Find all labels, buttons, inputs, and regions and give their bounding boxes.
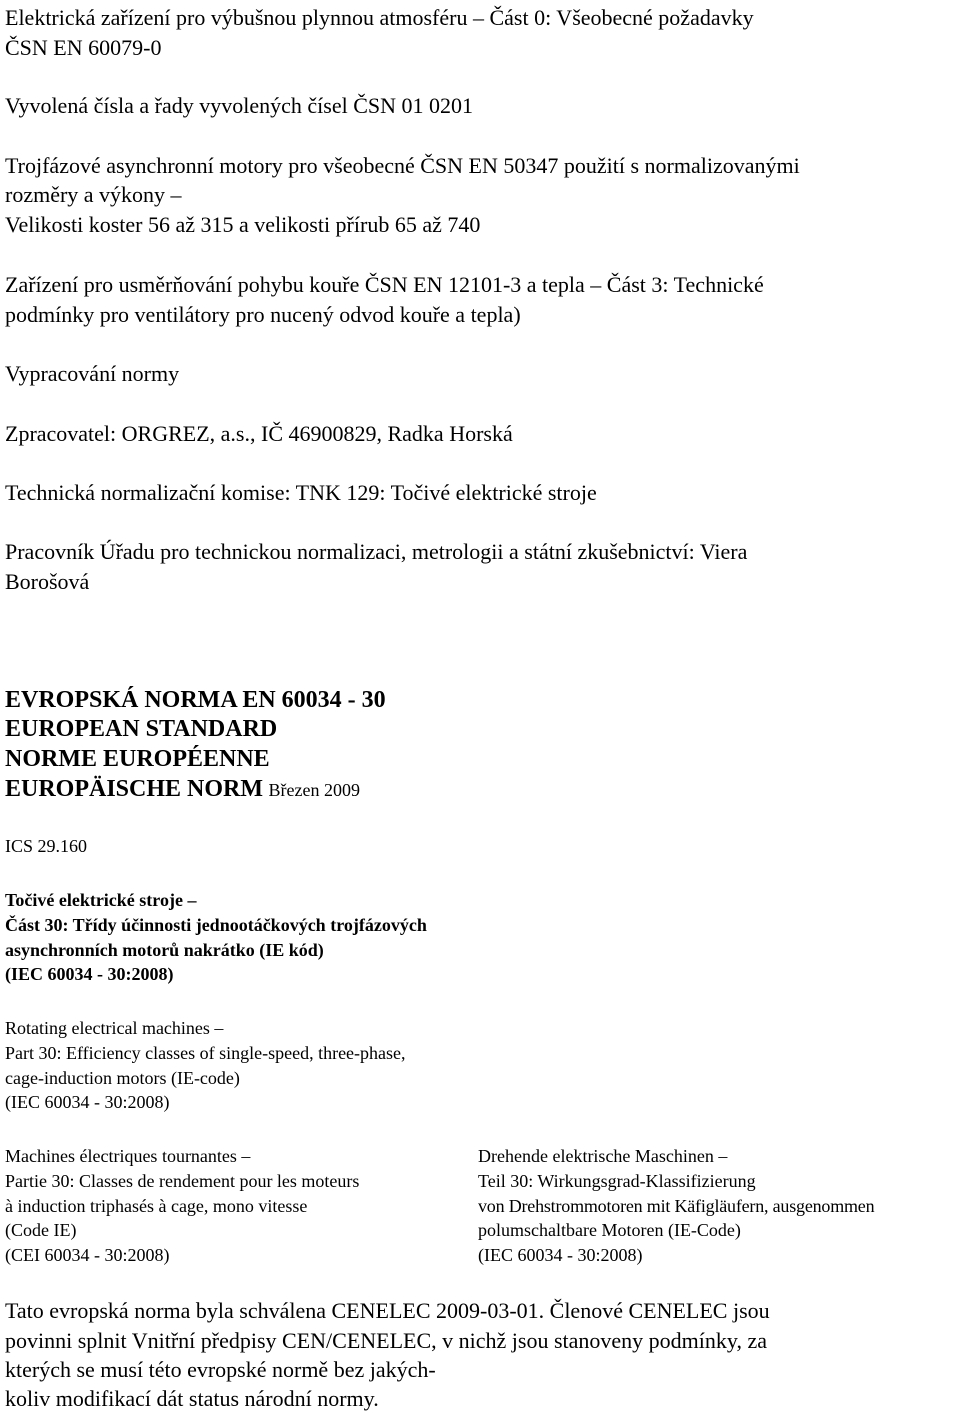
standard-header-line4: EUROPÄISCHE NORM — [5, 776, 264, 802]
ref-4-line1: Zařízení pro usměrňování pohybu kouře ČSN EN 12101-3 a tepla – Část 3: Technické — [5, 272, 764, 297]
standard-header-line1: EVROPSKÁ NORMA EN 60034 - 30 — [5, 687, 386, 713]
title-fr-line4: (Code IE) — [5, 1220, 77, 1240]
title-de-line3: von Drehstrommotoren mit Käfigläufern, ausgenommen — [478, 1196, 875, 1216]
standard-header-line3: NORME EUROPÉENNE — [5, 746, 270, 772]
title-de-line4: polumschaltbare Motoren (IE-Code) — [478, 1220, 741, 1240]
preparation-heading: Vypracování normy — [5, 361, 180, 386]
standard-header-line4-row — [5, 774, 360, 804]
title-fr-line5: (CEI 60034 - 30:2008) — [5, 1245, 170, 1265]
title-fr-line1: Machines électriques tournantes – — [5, 1146, 251, 1166]
preparation-officer-line1: Pracovník Úřadu pro technickou normalizaci, metrologii a státní zkušebnictví: Viera — [5, 539, 748, 564]
preparation-officer-line2: Borošová — [5, 569, 90, 594]
ref-4-line2: podmínky pro ventilátory pro nucený odvod kouře a tepla) — [5, 302, 521, 327]
title-en-line1: Rotating electrical machines – — [5, 1018, 224, 1038]
ref-3-line3: Velikosti koster 56 až 315 a velikosti přírub 65 až 740 — [5, 212, 481, 237]
preparation-committee: Technická normalizační komise: TNK 129: Točivé elektrické stroje — [5, 480, 597, 505]
ref-1-line2: ČSN EN 60079-0 — [5, 35, 162, 60]
title-cs-line2: Část 30: Třídy účinnosti jednootáčkových trojfázových — [5, 915, 427, 935]
title-en-line4: (IEC 60034 - 30:2008) — [5, 1092, 170, 1112]
title-cs-line4: (IEC 60034 - 30:2008) — [5, 964, 174, 984]
approval-line2: povinni splnit Vnitřní předpisy CEN/CENELEC, v nichž jsou stanoveny podmínky, za — [5, 1328, 767, 1353]
title-cs-line1: Točivé elektrické stroje – — [5, 890, 197, 910]
title-de-line2: Teil 30: Wirkungsgrad-Klassifizierung — [478, 1171, 756, 1191]
title-de-line5: (IEC 60034 - 30:2008) — [478, 1245, 643, 1265]
approval-line3: kterých se musí této evropské normě bez jakých- — [5, 1357, 436, 1382]
ics-code: ICS 29.160 — [5, 836, 88, 856]
standard-header-line2: EUROPEAN STANDARD — [5, 716, 278, 742]
ref-3-line2: rozměry a výkony – — [5, 182, 182, 207]
ref-2-line1: Vyvolená čísla a řady vyvolených čísel ČSN 01 0201 — [5, 93, 474, 118]
title-cs-line3: asynchronních motorů nakrátko (IE kód) — [5, 940, 324, 960]
standard-date: Březen 2009 — [268, 780, 360, 800]
title-en-line2: Part 30: Efficiency classes of single-speed, three-phase, — [5, 1043, 406, 1063]
ref-3-line1: Trojfázové asynchronní motory pro všeobecné ČSN EN 50347 použití s normalizovanými — [5, 153, 800, 178]
preparation-author: Zpracovatel: ORGREZ, a.s., IČ 46900829, Radka Horská — [5, 421, 513, 446]
ref-1-line1: Elektrická zařízení pro výbušnou plynnou atmosféru – Část 0: Všeobecné požadavky — [5, 5, 754, 30]
title-fr-line2: Partie 30: Classes de rendement pour les moteurs — [5, 1171, 360, 1191]
title-de-line1: Drehende elektrische Maschinen – — [478, 1146, 728, 1166]
title-en-line3: cage-induction motors (IE-code) — [5, 1068, 240, 1088]
approval-line1: Tato evropská norma byla schválena CENELEC 2009-03-01. Členové CENELEC jsou — [5, 1298, 770, 1323]
approval-line4: koliv modifikací dát status národní normy. — [5, 1386, 379, 1411]
title-fr-line3: à induction triphasés à cage, mono vitesse — [5, 1196, 308, 1216]
